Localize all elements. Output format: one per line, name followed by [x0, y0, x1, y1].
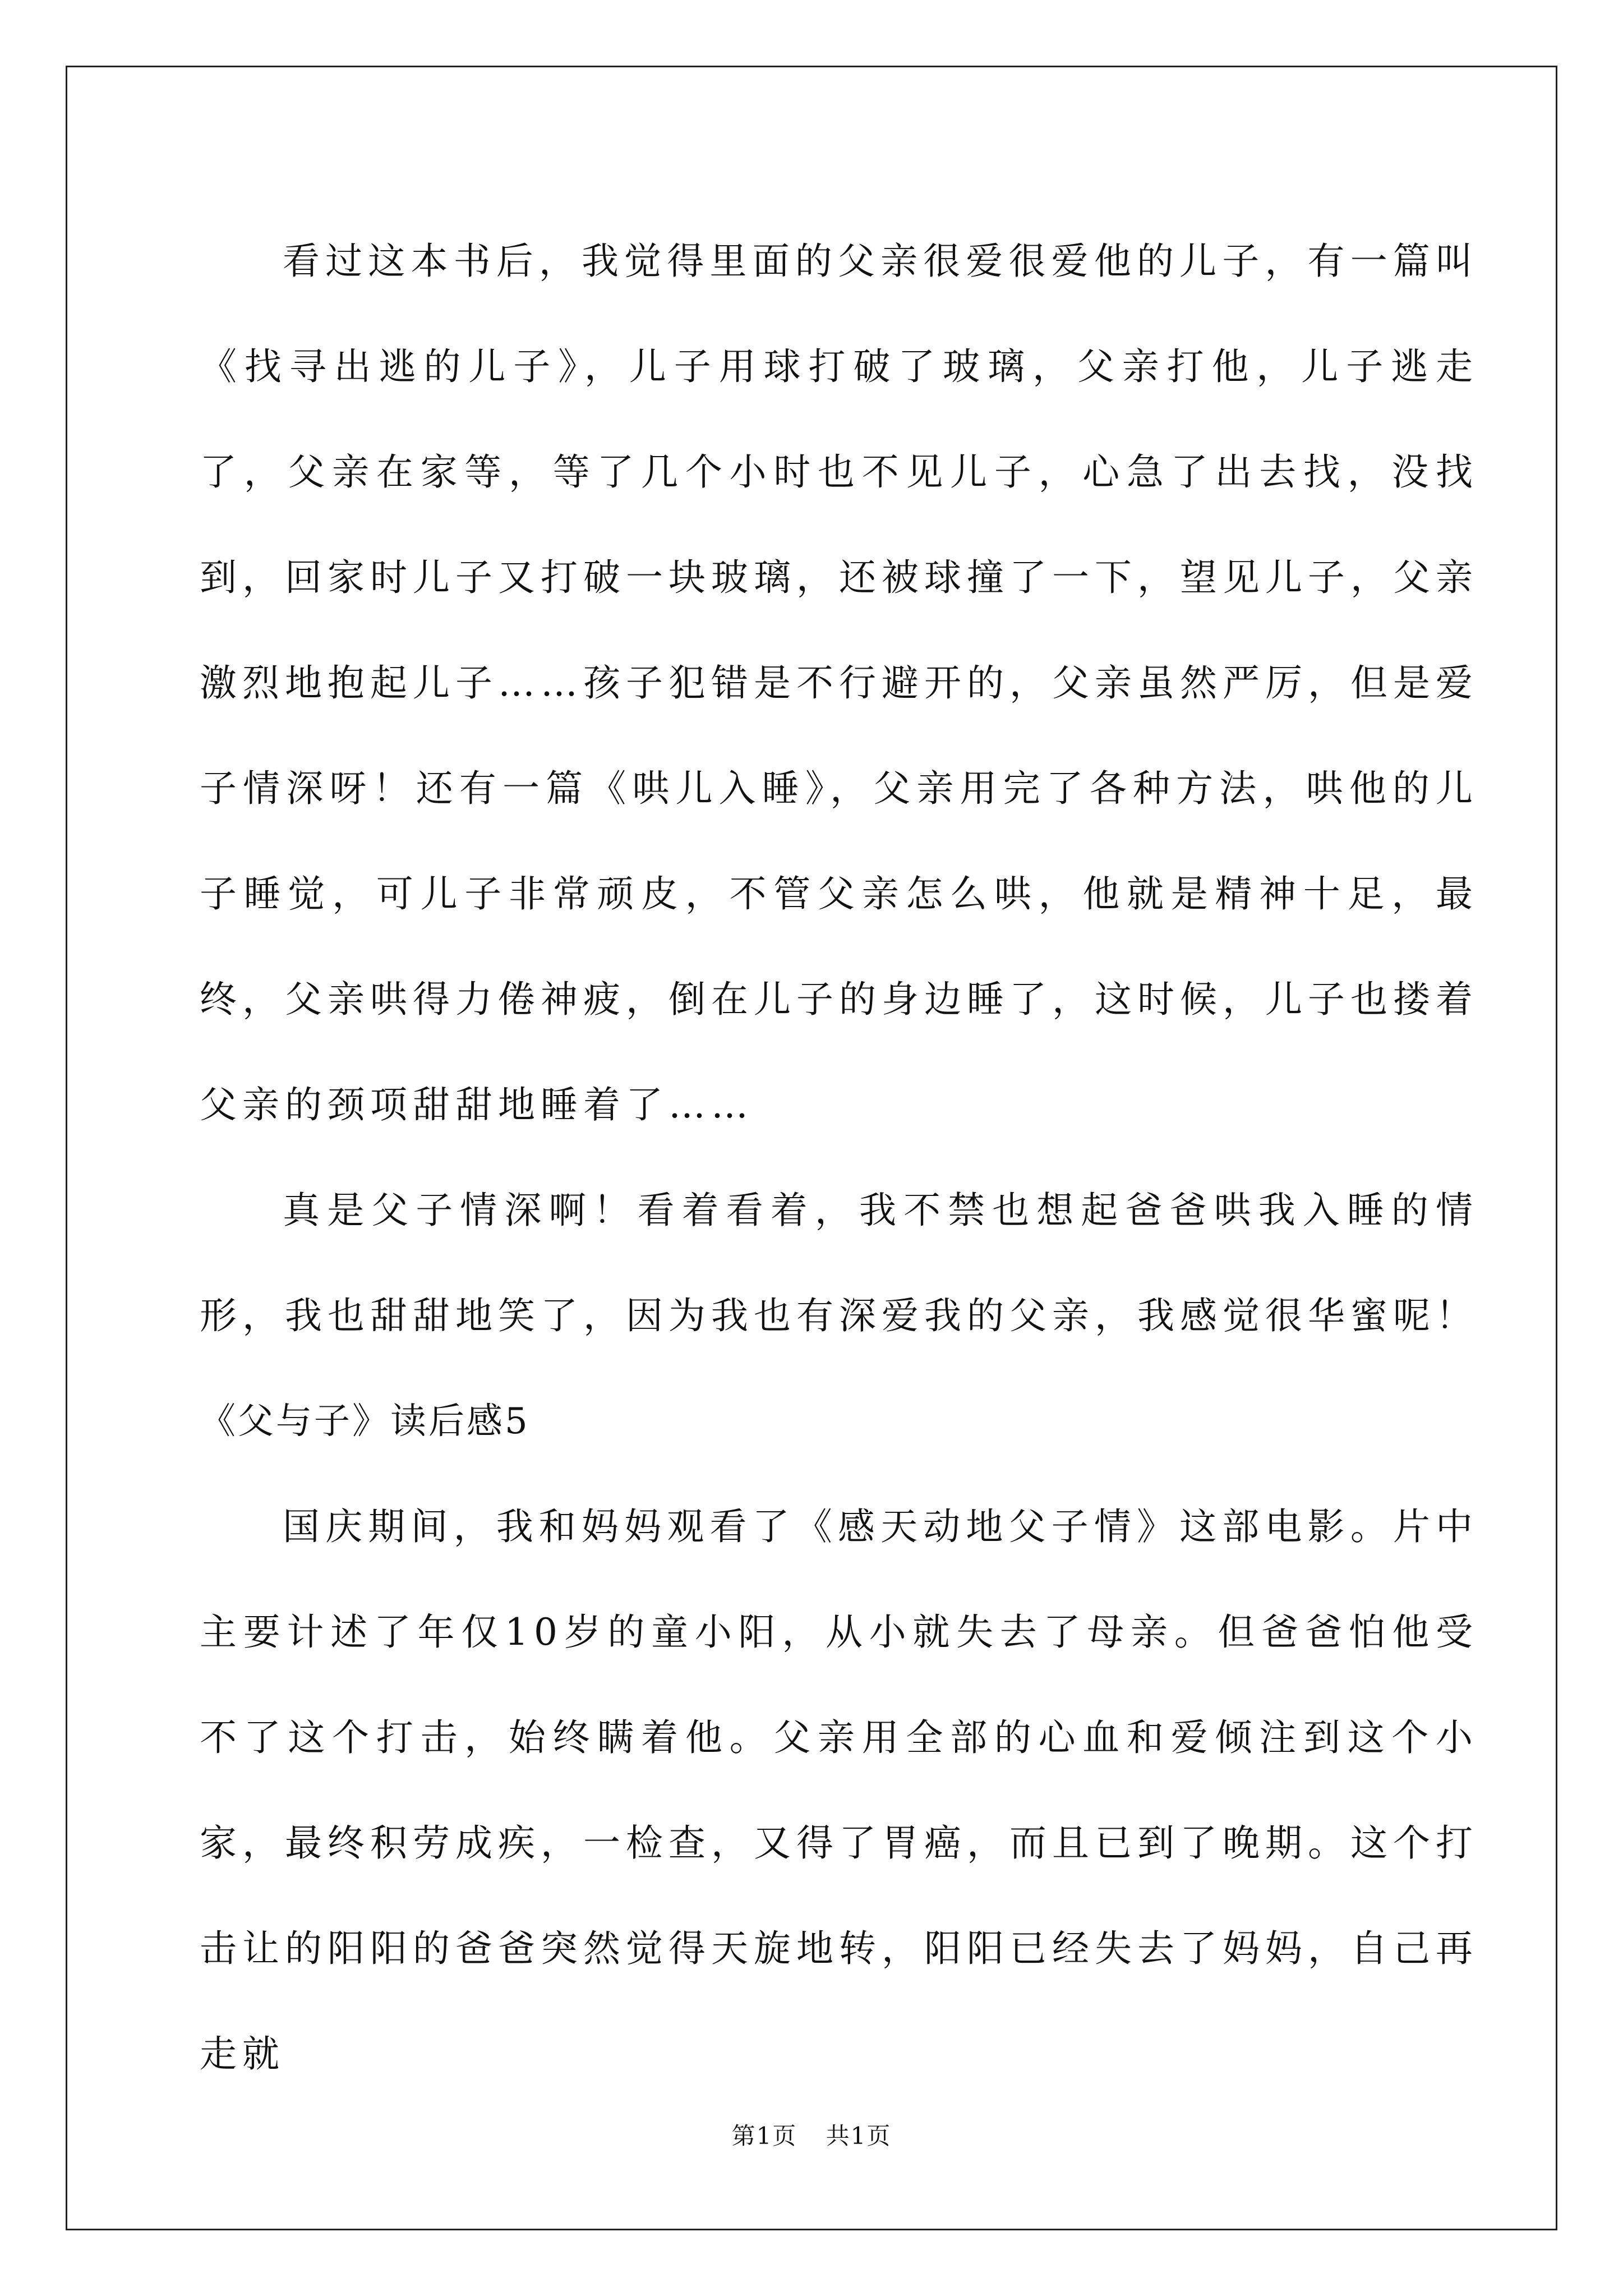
- paragraph-movie-review: 国庆期间，我和妈妈观看了《感天动地父子情》这部电影。片中主要计述了年仅10岁的童小阳，从小就失去了母亲。但爸爸怕他受不了这个打击，始终瞒着他。父亲用全部的心血和爱倾注到这个小家，最终积劳成疾，一检查，又得了胃癌，而且已到了晚期。这个打击让的阳阳的爸爸突然觉得天旋地转，阳阳已经失去了妈妈，自己再走就: [200, 1505, 1478, 2076]
- paragraph-reflection: 真是父子情深啊！看着看着，我不禁也想起爸爸哄我入睡的情形，我也甜甜地笑了，因为我也有深爱我的父亲，我感觉很华蜜呢！: [200, 1189, 1478, 1337]
- section-heading: 《父与子》读后感5: [200, 1401, 530, 1442]
- page-number: 第1页: [731, 2122, 797, 2150]
- document-body: [200, 209, 1478, 2107]
- page-footer: [0, 2118, 1623, 2151]
- paragraph-father-and-son-review: 看过这本书后，我觉得里面的父亲很爱很爱他的儿子，有一篇叫《找寻出逃的儿子》，儿子用球打破了玻璃，父亲打他，儿子逃走了，父亲在家等，等了几个小时也不见儿子，心急了出去找，没找到，回家时儿子又打破一块玻璃，还被球撞了一下，望见儿子，父亲激烈地抱起儿子……孩子犯错是不行避开的，父亲虽然严厉，但是爱子情深呀！还有一篇《哄儿入睡》，父亲用完了各种方法，哄他的儿子睡觉，可儿子非常顽皮，不管父亲怎么哄，他就是精神十足，最终，父亲哄得力倦神疲，倒在儿子的身边睡了，这时候，儿子也搂着父亲的颈项甜甜地睡着了……: [200, 240, 1478, 1126]
- page-total: 共1页: [826, 2122, 892, 2150]
